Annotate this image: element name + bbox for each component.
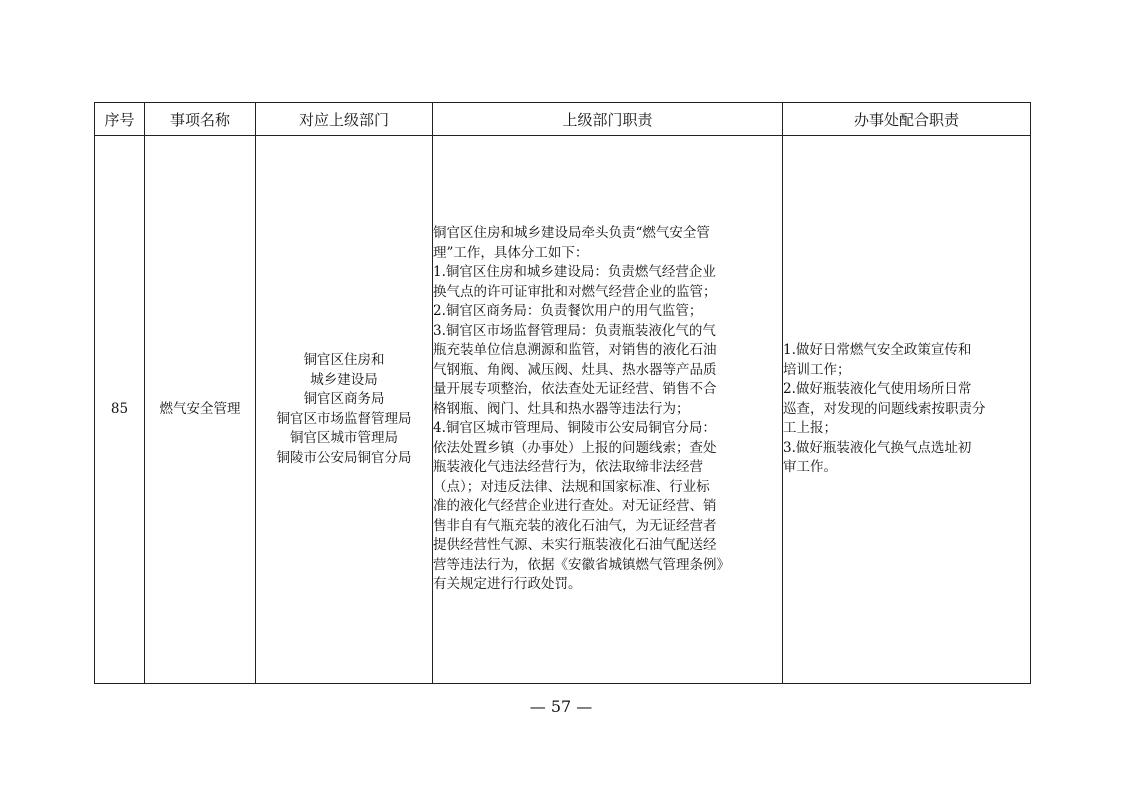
duty-line: 营等违法行为，依据《安徽省城镇燃气管理条例》 bbox=[433, 556, 730, 573]
row-department-duties bbox=[433, 136, 783, 684]
department-line: 铜官区商务局 bbox=[303, 391, 385, 407]
table-row bbox=[95, 136, 1031, 684]
department-line: 铜陵市公安局铜官分局 bbox=[276, 449, 412, 466]
duty-line: 瓶充装单位信息溯源和监管，对销售的液化石油 bbox=[433, 342, 717, 359]
department-line: 铜官区市场监督管理局 bbox=[276, 410, 412, 427]
cooperation-line: 2.做好瓶装液化气使用场所日常 bbox=[783, 381, 972, 398]
cooperation-line: 1.做好日常燃气安全政策宣传和 bbox=[783, 342, 972, 359]
department-line: 铜官区住房和 bbox=[303, 352, 385, 368]
header-office-cooperation: 办事处配合职责 bbox=[783, 103, 1031, 136]
duty-line: 理”工作，具体分工如下： bbox=[433, 244, 589, 261]
cooperation-line: 工上报； bbox=[783, 420, 837, 437]
department-line: 城乡建设局 bbox=[310, 371, 378, 388]
header-item-name: 事项名称 bbox=[145, 103, 256, 136]
duty-line: 瓶装液化气违法经营行为，依法取缔非法经营 bbox=[433, 459, 703, 476]
cooperation-line: 巡查，对发现的问题线索按职责分 bbox=[783, 400, 986, 417]
duty-line: 准的液化气经营企业进行查处。对无证经营、销 bbox=[433, 498, 717, 515]
duty-line: 换气点的许可证审批和对燃气经营企业的监管； bbox=[433, 283, 717, 300]
row-number: 85 bbox=[95, 136, 145, 684]
header-department-duties: 上级部门职责 bbox=[433, 103, 783, 136]
duty-line: 1.铜官区住房和城乡建设局：负责燃气经营企业 bbox=[433, 264, 716, 281]
duty-line: 4.铜官区城市管理局、铜陵市公安局铜官分局： bbox=[433, 420, 716, 437]
page-number: — 57 — bbox=[529, 697, 593, 716]
department-line: 铜官区城市管理局 bbox=[290, 430, 398, 446]
row-item-name: 燃气安全管理 bbox=[145, 136, 256, 684]
duty-line: 售非自有气瓶充装的液化石油气，为无证经营者 bbox=[433, 517, 717, 534]
duty-line: 量开展专项整治，依法查处无证经营、销售不合 bbox=[433, 381, 717, 398]
responsibility-table bbox=[94, 102, 1031, 684]
header-department: 对应上级部门 bbox=[256, 103, 433, 136]
duty-line: 3.铜官区市场监督管理局：负责瓶装液化气的气 bbox=[433, 322, 716, 339]
table-header-row bbox=[95, 103, 1031, 136]
duty-line: 提供经营性气源、未实行瓶装液化石油气配送经 bbox=[433, 537, 717, 554]
row-departments bbox=[256, 136, 433, 684]
duty-line: （点）；对违反法律、法规和国家标准、行业标 bbox=[433, 478, 710, 495]
row-office-cooperation bbox=[783, 136, 1031, 684]
duty-line: 依法处置乡镇（办事处）上报的问题线索；查处 bbox=[433, 439, 717, 456]
cooperation-line: 审工作。 bbox=[783, 459, 837, 476]
cooperation-line: 3.做好瓶装液化气换气点选址初 bbox=[783, 439, 972, 456]
duty-line: 气钢瓶、角阀、减压阀、灶具、热水器等产品质 bbox=[433, 361, 717, 378]
duty-line: 2.铜官区商务局：负责餐饮用户的用气监管； bbox=[433, 303, 703, 320]
cooperation-line: 培训工作； bbox=[783, 361, 851, 378]
duty-line: 铜官区住房和城乡建设局牵头负责“燃气安全管 bbox=[433, 225, 710, 242]
duty-line: 格钢瓶、阀门、灶具和热水器等违法行为； bbox=[433, 400, 690, 417]
duty-line: 有关规定进行行政处罚。 bbox=[433, 576, 582, 593]
header-number: 序号 bbox=[95, 103, 145, 136]
